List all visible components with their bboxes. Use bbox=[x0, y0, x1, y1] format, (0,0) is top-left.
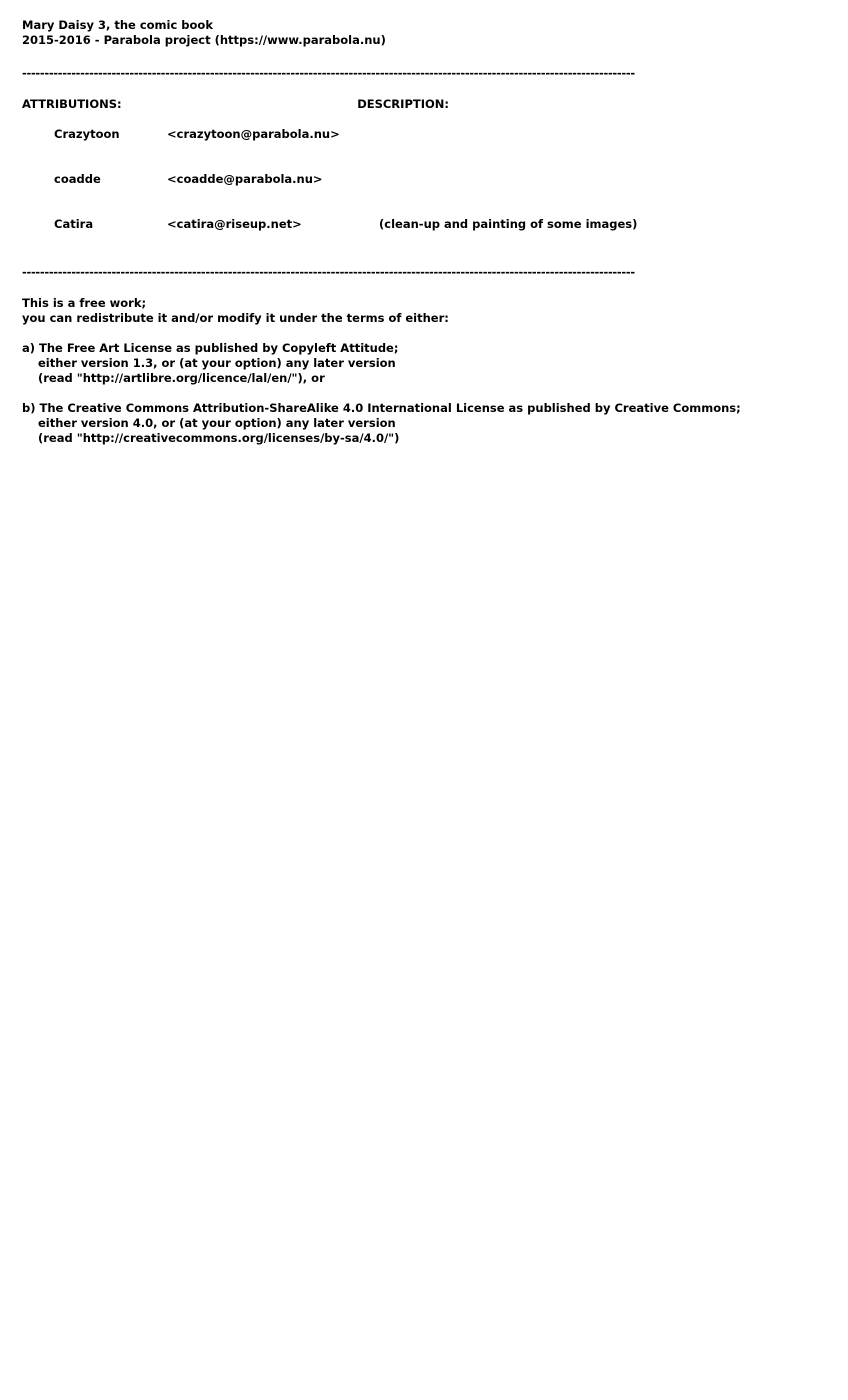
contributor-email: <crazytoon@parabola.nu> bbox=[167, 127, 340, 141]
contributor-name: coadde bbox=[54, 172, 101, 186]
contributor-description: (clean-up and painting of some images) bbox=[379, 217, 638, 231]
license-option-a-line-1: a) The Free Art License as published by Copyleft Attitude; bbox=[22, 341, 399, 355]
license-intro bbox=[22, 296, 826, 326]
license-option-b-line-3: (read "http://creativecommons.org/licenses/by-sa/4.0/") bbox=[38, 431, 400, 445]
table-row bbox=[22, 112, 826, 157]
attributions-header-row bbox=[22, 97, 826, 112]
document-title: Mary Daisy 3, the comic book bbox=[22, 18, 213, 32]
license-intro-line-1: This is a free work; bbox=[22, 296, 147, 310]
license-option-b bbox=[22, 401, 826, 446]
contributor-email: <coadde@parabola.nu> bbox=[167, 172, 323, 186]
license-option-b-line-2: either version 4.0, or (at your option) any later version bbox=[38, 416, 396, 430]
table-row bbox=[22, 157, 826, 202]
title-block bbox=[22, 18, 826, 48]
divider-top: ----------------------------------------------------------------------------------------------------------------------------------------- bbox=[22, 66, 635, 80]
license-option-a-line-2: either version 1.3, or (at your option) any later version bbox=[38, 356, 396, 370]
document-subtitle: 2015-2016 - Parabola project (https://www.parabola.nu) bbox=[22, 33, 386, 47]
attributions-table bbox=[22, 112, 826, 247]
table-row bbox=[22, 202, 826, 247]
license-intro-line-2: you can redistribute it and/or modify it under the terms of either: bbox=[22, 311, 449, 325]
document-content bbox=[0, 0, 848, 446]
contributor-email: <catira@riseup.net> bbox=[167, 217, 302, 231]
license-option-a bbox=[22, 341, 826, 386]
license-option-b-line-1: b) The Creative Commons Attribution-ShareAlike 4.0 International License as published by Creative Commons; bbox=[22, 401, 741, 415]
contributor-name: Catira bbox=[54, 217, 94, 231]
divider-bottom: ----------------------------------------------------------------------------------------------------------------------------------------- bbox=[22, 265, 635, 279]
contributor-name: Crazytoon bbox=[54, 127, 120, 141]
license-option-a-line-3: (read "http://artlibre.org/licence/lal/en/"), or bbox=[38, 371, 325, 385]
attributions-heading: ATTRIBUTIONS: bbox=[22, 97, 122, 111]
description-heading: DESCRIPTION: bbox=[357, 97, 449, 111]
